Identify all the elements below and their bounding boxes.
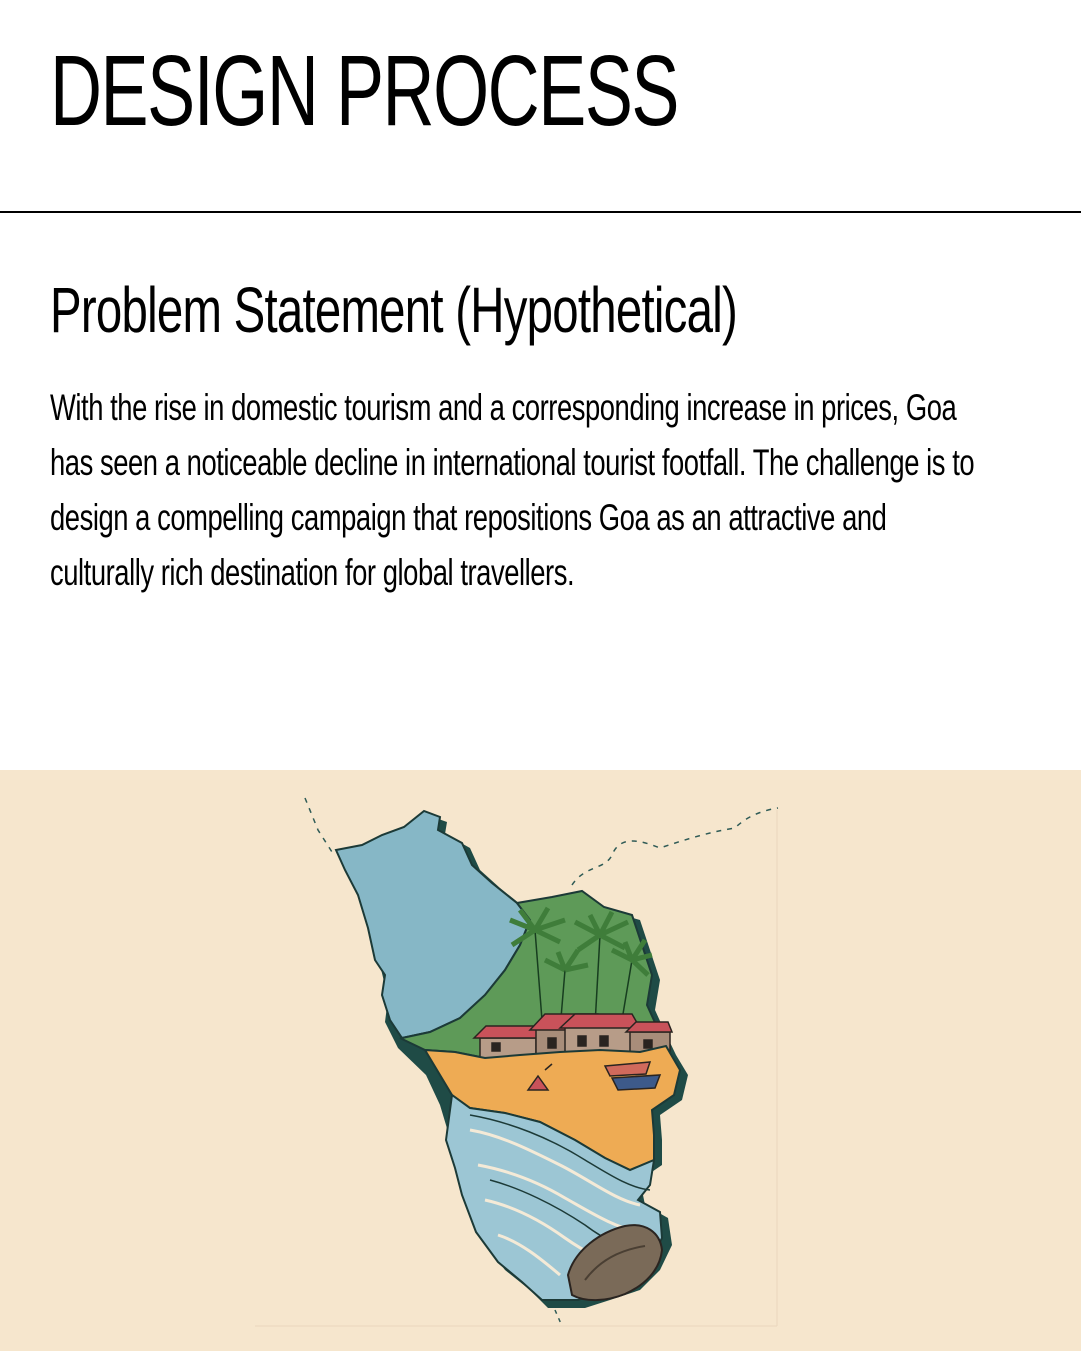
page-header — [0, 0, 1081, 212]
page-title: DESIGN PROCESS — [50, 35, 678, 147]
border-dashes-east — [572, 808, 778, 885]
border-dashes-south — [555, 1310, 562, 1326]
problem-statement-text: With the rise in domestic tourism and a corresponding increase in prices, Goa has seen a noticeable decline in international tourist footfall. The challenge is to design a compelling campaign that repositions Goa as an attractive and culturally rich destination for global travellers. — [50, 387, 975, 593]
section-heading: Problem Statement (Hypothetical) — [50, 274, 738, 346]
border-dashes-north — [305, 798, 332, 852]
goa-map-illustration — [0, 770, 1081, 1351]
illustration-panel — [0, 770, 1081, 1351]
header-divider — [0, 211, 1081, 213]
